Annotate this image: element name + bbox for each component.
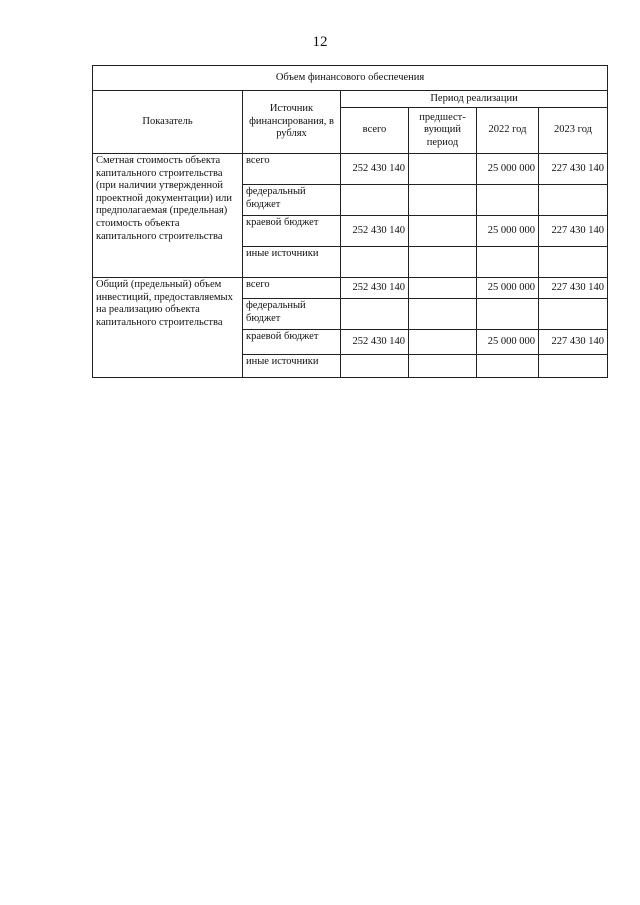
total-cell: 252 430 140 xyxy=(341,154,409,185)
total-cell xyxy=(341,299,409,330)
indicator-cell: Общий (предельный) объем инвестиций, предоставляемых на реализацию объекта капитального строительства xyxy=(93,278,243,378)
y2022-cell: 25 000 000 xyxy=(477,216,539,247)
total-cell xyxy=(341,355,409,378)
y2023-cell xyxy=(539,185,608,216)
total-cell xyxy=(341,185,409,216)
previous-cell xyxy=(409,299,477,330)
previous-cell xyxy=(409,185,477,216)
source-cell: краевой бюджет xyxy=(243,216,341,247)
financing-table xyxy=(92,65,608,378)
source-cell: федеральный бюджет xyxy=(243,299,341,330)
table-title: Объем финансового обеспечения xyxy=(93,66,608,91)
y2022-cell xyxy=(477,185,539,216)
y2023-cell: 227 430 140 xyxy=(539,278,608,299)
y2023-cell: 227 430 140 xyxy=(539,216,608,247)
y2022-cell xyxy=(477,247,539,278)
y2023-cell xyxy=(539,299,608,330)
header-2023: 2023 год xyxy=(539,108,608,154)
source-cell: всего xyxy=(243,154,341,185)
y2022-cell: 25 000 000 xyxy=(477,330,539,355)
header-2022: 2022 год xyxy=(477,108,539,154)
y2022-cell xyxy=(477,299,539,330)
total-cell: 252 430 140 xyxy=(341,278,409,299)
table-row xyxy=(93,154,608,185)
total-cell: 252 430 140 xyxy=(341,216,409,247)
source-cell: федеральный бюджет xyxy=(243,185,341,216)
y2022-cell: 25 000 000 xyxy=(477,278,539,299)
previous-cell xyxy=(409,278,477,299)
header-row-1 xyxy=(93,91,608,108)
previous-cell xyxy=(409,355,477,378)
y2022-cell xyxy=(477,355,539,378)
source-cell: иные источники xyxy=(243,355,341,378)
previous-cell xyxy=(409,247,477,278)
y2023-cell xyxy=(539,355,608,378)
table-row xyxy=(93,278,608,299)
header-total: всего xyxy=(341,108,409,154)
previous-cell xyxy=(409,154,477,185)
header-source: Источник финансирования, в рублях xyxy=(243,91,341,154)
total-cell: 252 430 140 xyxy=(341,330,409,355)
source-cell: всего xyxy=(243,278,341,299)
source-cell: краевой бюджет xyxy=(243,330,341,355)
header-previous: предшест-вующий период xyxy=(409,108,477,154)
y2023-cell xyxy=(539,247,608,278)
header-period: Период реализации xyxy=(341,91,608,108)
previous-cell xyxy=(409,216,477,247)
total-cell xyxy=(341,247,409,278)
y2022-cell: 25 000 000 xyxy=(477,154,539,185)
y2023-cell: 227 430 140 xyxy=(539,330,608,355)
page-number: 12 xyxy=(312,34,328,50)
table-title-row xyxy=(93,66,608,91)
previous-cell xyxy=(409,330,477,355)
source-cell: иные источники xyxy=(243,247,341,278)
indicator-cell: Сметная стоимость объекта капитального строительства (при наличии утвержденной проектной документации) или предполагаемая (предельная) стоимость объекта капитального строительства xyxy=(93,154,243,278)
header-indicator: Показатель xyxy=(93,91,243,154)
y2023-cell: 227 430 140 xyxy=(539,154,608,185)
